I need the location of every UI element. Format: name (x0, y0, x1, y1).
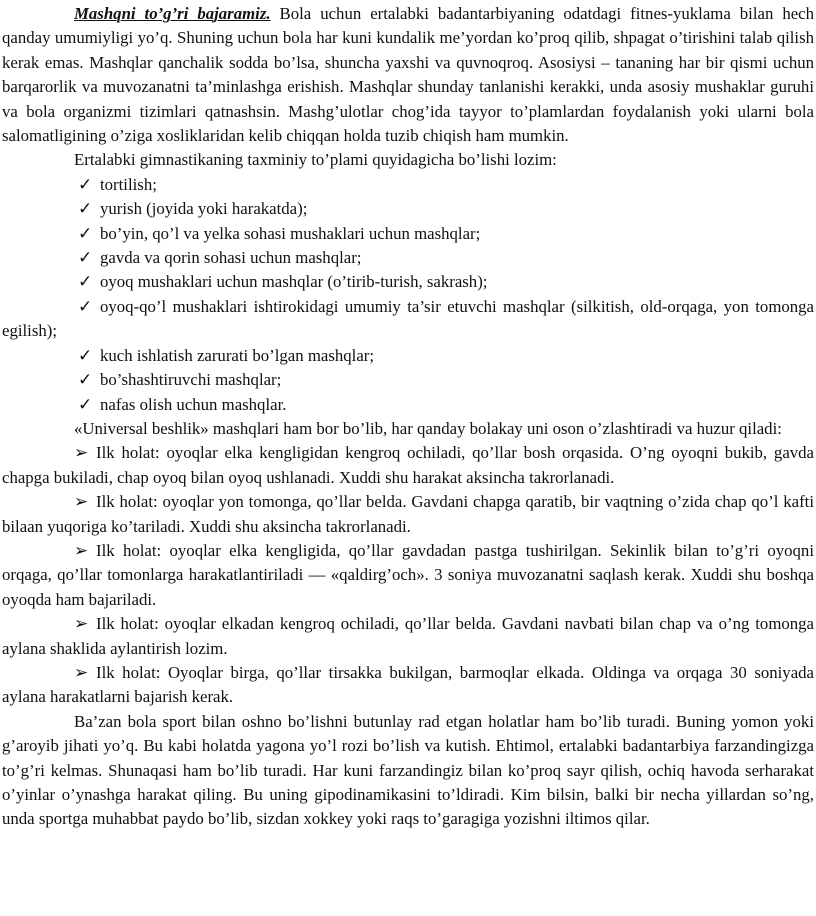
list-item (2, 270, 814, 294)
exercise-item (2, 612, 814, 661)
intro-text: Bola uchun ertalabki badantarbiyaning odatdagi fitnes-yuklama bilan hech qanday umumiyligi yo’q. Shuning uchun bola har kuni kundalik me’yordan ko’proq qilib, shpagat o’tirishini talab qilish kerak emas. Mashqlar qanchalik sodda bo’lsa, shuncha yaxshi va quvnoqroq. Asosiysi – tananing har bir qismi uchun barqarorlik va muvozanatni ta’minlashga erishish. Mashqlar shunday tanlanishi kerakki, unda asosiy mushaklar guruhi va bola organizmi tizimlari qatnashsin. Mashg’ulotlar chog’ida tayyor to’plamlardan foydalanish yoki ularni bola salomatligining o’ziga xosliklaridan kelib chiqqan holda tuzib chiqish ham mumkin. (2, 4, 814, 146)
exercise-text: Ilk holat: oyoqlar elka kengligidan kengroq ochiladi, qo’llar bosh orqasida. O’ng oyoqni bukib, gavda chapga bukiladi, chap oyoq bilan oyoq ushlanadi. Xuddi shu harakat aksincha takrorlanadi. (2, 443, 814, 487)
exercise-text: Ilk holat: Oyoqlar birga, qo’llar tirsakka bukilgan, barmoqlar elkada. Oldinga va orqaga 30 soniyada aylana harakatlarni bajarish kerak. (2, 662, 814, 707)
intro-paragraph (2, 2, 814, 148)
checkmark-icon: ✓ (78, 394, 93, 414)
checkmark-icon: ✓ (78, 223, 93, 243)
list-item-text: kuch ishlatish zarurati bo’lgan mashqlar; (100, 345, 375, 365)
checkmark-icon: ✓ (78, 296, 93, 316)
list-item (2, 393, 814, 417)
checkmark-icon: ✓ (78, 345, 93, 365)
arrow-icon: ➢ (74, 443, 89, 463)
arrow-icon: ➢ (74, 492, 89, 512)
plan-intro: Ertalabki gimnastikaning taxminiy to’plami quyidagicha bo’lishi lozim: (74, 150, 557, 170)
checkmark-icon: ✓ (78, 272, 93, 292)
list-item-text: bo’yin, qo’l va yelka sohasi mushaklari uchun mashqlar; (100, 223, 481, 243)
list-item (2, 246, 814, 270)
exercise-text: Ilk holat: oyoqlar elkadan kengroq ochiladi, qo’llar belda. Gavdani navbati bilan chap va o’ng tomonga aylana shaklida aylantirish lozim. (2, 614, 814, 658)
arrow-icon: ➢ (74, 540, 89, 560)
list-item (2, 197, 814, 221)
exercise-text: Ilk holat: oyoqlar yon tomonga, qo’llar belda. Gavdani chapga qaratib, bir vaqtning o’zida chap qo’l kafti bilaan yuqoriga ko’tariladi. Xuddi shu aksincha takrorlanadi. (2, 492, 814, 536)
list-item (2, 368, 814, 392)
exercise-item (2, 441, 814, 490)
list-item-text: oyoq mushaklari uchun mashqlar (o’tirib-turish, sakrash); (100, 272, 488, 292)
checkmark-icon: ✓ (78, 199, 93, 219)
checkmark-icon: ✓ (78, 174, 93, 194)
list-item-text: gavda va qorin sohasi uchun mashqlar; (100, 248, 362, 268)
exercise-item (2, 661, 814, 710)
list-item (2, 222, 814, 246)
exercise-item (2, 539, 814, 612)
list-item (2, 295, 814, 344)
list-item (2, 344, 814, 368)
universal-intro: «Universal beshlik» mashqlari ham bor bo’lib, har qanday bolakay uni oson o’zlashtiradi va huzur qiladi: (74, 418, 782, 438)
section-lead: Mashqni to’g’ri bajaramiz. (74, 4, 271, 23)
arrow-icon: ➢ (74, 662, 89, 682)
closing-paragraph: Ba’zan bola sport bilan oshno bo’lishni butunlay rad etgan holatlar ham bo’lib turadi. Buning yomon yoki g’aroyib jihati yo’q. Bu kabi holatda yagona yo’l rozi bo’lish va kutish. Ehtimol, ertalabki badantarbiya farzandingizga to’g’ri kelmas. Shunaqasi ham bo’lib turadi. Har kuni farzandingiz bilan ko’proq sayr qilish, ochiq havoda serharakat o’yinlar o’ynashga harakat qiling. Bu uning gipodinamikasini to’ldiradi. Kim bilsin, balki bir necha yillardan so’ng, unda sportga muhabbat paydo bo’lib, sizdan xokkey yoki raqs to’garagiga yozishni iltimos qilar. (2, 711, 814, 829)
list-item-text: yurish (joyida yoki harakatda); (100, 199, 308, 219)
list-item-text: nafas olish uchun mashqlar. (100, 394, 287, 414)
list-item (2, 173, 814, 197)
list-item-text: bo’shashtiruvchi mashqlar; (100, 370, 282, 390)
arrow-icon: ➢ (74, 614, 89, 634)
checkmark-icon: ✓ (78, 370, 93, 390)
exercise-item (2, 490, 814, 539)
list-item-text: tortilish; (100, 174, 157, 194)
list-item-text: oyoq-qo’l mushaklari ishtirokidagi umumiy ta’sir etuvchi mashqlar (silkitish, old-orqaga, yon tomonga egilish); (2, 296, 814, 341)
exercise-text: Ilk holat: oyoqlar elka kengligida, qo’llar gavdadan pastga tushirilgan. Sekinlik bilan to’g’ri oyoqni orqaga, qo’llar tomonlarga harakatlantiriladi — «qaldirg’och». 3 soniya muvozanatni saqlash kerak. Xuddi shu boshqa oyoqda ham bajariladi. (2, 540, 814, 609)
checkmark-icon: ✓ (78, 248, 93, 268)
